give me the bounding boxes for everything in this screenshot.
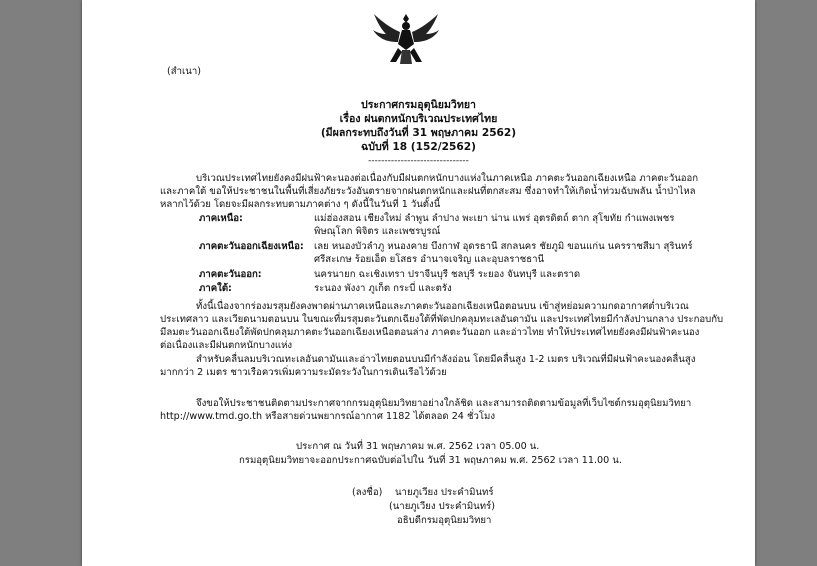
region-provinces: ระนอง พังงา ภูเก็ต กระบี่ และตรัง (314, 283, 452, 294)
region-provinces: นครนายก ฉะเชิงเทรา ปราจีนบุรี ชลบุรี ระยอง จันทบุรี และตราด (314, 269, 581, 280)
text-line: http://www.tmd.go.th หรือสายด่วนพยากรณ์อากาศ 1182 ได้ตลอด 24 ชั่วโมง (160, 411, 496, 422)
region-label: ภาคเหนือ: (199, 213, 243, 224)
signer-name-parenthesized: (นายภูเวียง ประคำมินทร์) (389, 501, 495, 512)
text-line: ต่อเนื่องและมีฝนตกหนักบางแห่ง (160, 340, 293, 351)
separator-line: ------------------------------- (368, 156, 469, 166)
text-line: ประเทศลาว และเวียดนามตอนบน ในขณะที่มรสุมตะวันตกเฉียงใต้ที่พัดปกคลุมทะเลอันดามัน และประเทศไทยมีกำลังปานกลาง ประกอบกับ (160, 314, 724, 325)
effective-date: (มีผลกระทบถึงวันที่ 31 พฤษภาคม 2562) (320, 127, 517, 139)
region-provinces: พิษณุโลก พิจิตร และเพชรบูรณ์ (314, 226, 441, 237)
signer-title: อธิบดีกรมอุตุนิยมวิทยา (397, 515, 492, 526)
region-provinces: ศรีสะเกษ ร้อยเอ็ด ยโสธร อำนาจเจริญ และอุบลราชธานี (314, 254, 545, 265)
announce-time: ประกาศ ณ วันที่ 31 พฤษภาคม พ.ศ. 2562 เวลา 05.00 น. (296, 441, 540, 452)
text-line: หลากไว้ด้วย โดยจะมีผลกระทบตามภาคต่าง ๆ ดังนี้ในวันที่ 1 วันตั้งนี้ (160, 199, 441, 210)
text-line: บริเวณประเทศไทยยังคงมีฝนฟ้าคะนองต่อเนื่องกับมีฝนตกหนักบางแห่งในภาคเหนือ ภาคตะวันออกเฉียงเหนือ ภาคตะวันออก (196, 173, 699, 184)
text-line: ทั้งนี้เนื่องจากร่องมรสุมยังคงพาดผ่านภาคเหนือและภาคตะวันออกเฉียงเหนือตอนบน เข้าสู่หย่อมความกดอากาศต่ำบริเวณ (196, 301, 689, 312)
text-line: มากกว่า 2 เมตร ชาวเรือควรเพิ่มความระมัดระวังในการเดินเรือไว้ด้วย (160, 367, 447, 378)
region-label: ภาคตะวันออก: (199, 269, 262, 280)
document-page (82, 0, 755, 566)
copy-mark: (สำเนา) (167, 66, 201, 77)
text-line: มีลมตะวันออกเฉียงใต้พัดปกคลุมภาคตะวันออกเฉียงเหนือตอนล่าง ภาคตะวันออก และอ่าวไทย ทำให้ประเทศไทยยังคงมีฝนฟ้าคะนอง (160, 327, 700, 338)
garuda-emblem-icon (372, 10, 440, 68)
region-label: ภาคตะวันออกเฉียงเหนือ: (199, 241, 304, 252)
region-label: ภาคใต้: (199, 283, 232, 294)
issue-number: ฉบับที่ 18 (152/2562) (361, 141, 476, 153)
document-title: ประกาศกรมอุตุนิยมวิทยา (360, 99, 477, 111)
signed-label: (ลงชื่อ) (352, 487, 383, 498)
next-issue-time: กรมอุตุนิยมวิทยาจะออกประกาศฉบับต่อไปใน วันที่ 31 พฤษภาคม พ.ศ. 2562 เวลา 11.00 น. (239, 455, 622, 466)
text-line: และภาคใต้ ขอให้ประชาชนในพื้นที่เสี่ยงภัยระวังอันตรายจากฝนตกหนักและฝนที่ตกสะสม ซึ่งอาจทำให้เกิดน้ำท่วมฉับพลัน น้ำป่าไหล (160, 186, 696, 197)
text-line: สำหรับคลื่นลมบริเวณทะเลอันดามันและอ่าวไทยตอนบนมีกำลังอ่อน โดยมีคลื่นสูง 1-2 เมตร บริเวณที่มีฝนฟ้าคะนองคลื่นสูง (196, 354, 696, 365)
document-subject: เรื่อง ฝนตกหนักบริเวณประเทศไทย (339, 113, 498, 125)
signer-name: นายภูเวียง ประคำมินทร์ (395, 487, 494, 498)
region-provinces: เลย หนองบัวลำภู หนองคาย บึงกาฬ อุดรธานี สกลนคร ชัยภูมิ ขอนแก่น นครราชสีมา สุรินทร์ (314, 241, 693, 252)
text-line: จึงขอให้ประชาชนติดตามประกาศจากกรมอุตุนิยมวิทยาอย่างใกล้ชิด และสามารถติดตามข้อมูลที่เว็บไซต์กรมอุตุนิยมวิทยา (196, 398, 692, 409)
region-provinces: แม่ฮ่องสอน เชียงใหม่ ลำพูน ลำปาง พะเยา น่าน แพร่ อุตรดิตถ์ ตาก สุโขทัย กำแพงเพชร (314, 213, 675, 224)
